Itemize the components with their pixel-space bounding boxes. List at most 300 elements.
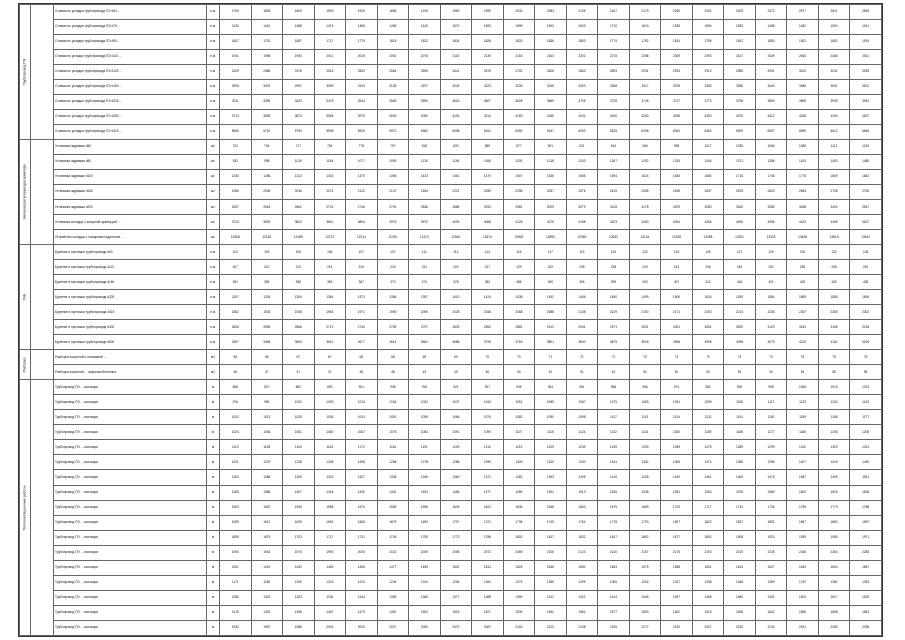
table-cell: 2863 — [566, 65, 598, 80]
table-cell: 1487 — [787, 470, 819, 485]
table-cell: 207 — [220, 260, 252, 275]
table-cell: 113 — [440, 245, 472, 260]
table-cell: 927 — [472, 380, 504, 395]
table-cell: 1215 — [314, 575, 346, 590]
table-cell: 1558 — [314, 500, 346, 515]
row-unit: м — [207, 455, 220, 470]
table-cell: 2028 — [440, 305, 472, 320]
table-cell: 3031 — [818, 65, 850, 80]
table-cell: 1513 — [472, 560, 504, 575]
table-cell: 859 — [472, 140, 504, 155]
table-cell: 2515 — [314, 65, 346, 80]
table-cell: 1289 — [724, 440, 756, 455]
table-cell: 1488 — [755, 20, 787, 35]
table-cell: 1457 — [661, 590, 693, 605]
table-cell: 2053 — [409, 620, 441, 635]
table-cell: 4424 — [787, 215, 819, 230]
table-cell: 2129 — [598, 305, 630, 320]
row-description: Стоимость укладки трубопровода ПЭ d90 ... — [54, 35, 207, 50]
table-cell: 2184 — [409, 185, 441, 200]
table-cell: 3975 — [346, 110, 378, 125]
table-cell: 229 — [503, 260, 535, 275]
table-cell: 12189 — [283, 230, 315, 245]
table-cell: 374 — [409, 275, 441, 290]
table-cell: 4240 — [598, 110, 630, 125]
table-cell: 2933 — [472, 200, 504, 215]
table-cell: 1822 — [692, 515, 724, 530]
row-unit: м — [207, 620, 220, 635]
table-row — [20, 455, 882, 470]
table-cell: 48 — [377, 365, 409, 380]
table-cell: 72 — [629, 350, 661, 365]
table-cell: 3824 — [283, 215, 315, 230]
table-cell: 2792 — [377, 200, 409, 215]
table-cell: 2971 — [598, 320, 630, 335]
table-cell: 4223 — [598, 215, 630, 230]
table-cell: 1681 — [850, 605, 882, 620]
table-cell: 2393 — [692, 50, 724, 65]
table-cell: 3745 — [629, 95, 661, 110]
row-description: Бурение и протяжка трубопровода d110 — [54, 260, 207, 275]
table-cell: 1396 — [377, 170, 409, 185]
table-cell: 1552 — [535, 605, 567, 620]
row-group-subcategory — [31, 350, 54, 380]
table-cell: 1286 — [220, 590, 252, 605]
table-cell: 4050 — [409, 110, 441, 125]
table-cell: 944 — [598, 140, 630, 155]
table-cell: 2171 — [661, 305, 693, 320]
table-cell: 2264 — [818, 545, 850, 560]
table-cell: 1971 — [850, 530, 882, 545]
row-unit: шт. — [207, 140, 220, 155]
table-cell: 13052 — [598, 230, 630, 245]
table-cell: 1563 — [692, 485, 724, 500]
table-cell: 1418 — [314, 485, 346, 500]
table-cell: 1201 — [220, 455, 252, 470]
table-cell: 1795 — [692, 35, 724, 50]
table-cell: 3840 — [566, 335, 598, 350]
table-cell: 1667 — [850, 560, 882, 575]
table-cell: 4406 — [692, 215, 724, 230]
table-cell: 1051 — [283, 425, 315, 440]
table-cell: 1145 — [440, 155, 472, 170]
table-cell: 1892 — [818, 35, 850, 50]
table-cell: 1501 — [440, 560, 472, 575]
table-cell: 1793 — [629, 515, 661, 530]
table-cell: 2912 — [535, 320, 567, 335]
table-cell: 1745 — [377, 530, 409, 545]
table-cell: 3763 — [503, 335, 535, 350]
table-cell: 1788 — [472, 530, 504, 545]
table-cell: 1622 — [472, 500, 504, 515]
table-cell: 1135 — [251, 440, 283, 455]
table-cell: 1442 — [283, 560, 315, 575]
table-cell: 815 — [409, 140, 441, 155]
table-cell: 1867 — [787, 515, 819, 530]
table-cell: 1349 — [409, 470, 441, 485]
table-cell: 1355 — [377, 590, 409, 605]
table-cell: 1731 — [346, 530, 378, 545]
table-cell: 2105 — [566, 5, 598, 20]
table-cell: 1575 — [629, 560, 661, 575]
table-row — [20, 485, 882, 500]
row-description: Трубопровод ПЭ ... изоляция — [54, 455, 207, 470]
table-cell: 2854 — [472, 320, 504, 335]
table-cell: 2103 — [503, 620, 535, 635]
table-cell: 1759 — [409, 530, 441, 545]
table-cell: 1524 — [692, 290, 724, 305]
row-unit: м — [207, 530, 220, 545]
table-cell: 1932 — [220, 620, 252, 635]
table-cell: 1410 — [440, 290, 472, 305]
table-cell: 1075 — [377, 425, 409, 440]
table-row — [20, 305, 882, 320]
table-cell: 3801 — [535, 335, 567, 350]
table-cell: 1295 — [566, 575, 598, 590]
table-cell: 3835 — [251, 110, 283, 125]
table-cell: 4158 — [566, 215, 598, 230]
table-cell: 53 — [692, 365, 724, 380]
table-cell: 2376 — [566, 185, 598, 200]
row-group-subcategory — [31, 380, 54, 636]
row-description: Стоимость укладки трубопровода ПЭ d315 ... — [54, 125, 207, 140]
row-unit: м — [207, 575, 220, 590]
table-cell: 5742 — [251, 125, 283, 140]
table-cell: 1077 — [346, 155, 378, 170]
table-cell: 5926 — [346, 125, 378, 140]
table-cell: 2618 — [251, 200, 283, 215]
table-cell: 908 — [377, 380, 409, 395]
table-cell: 1509 — [661, 290, 693, 305]
table-cell: 2552 — [346, 65, 378, 80]
table-cell: 2746 — [346, 200, 378, 215]
table-cell: 2004 — [314, 620, 346, 635]
table-cell: 915 — [409, 380, 441, 395]
table-cell: 1707 — [440, 515, 472, 530]
row-description: Бурение и протяжка трубопровода d63 — [54, 245, 207, 260]
table-cell: 1988 — [283, 620, 315, 635]
row-group-category-label: Запорная регулирующая арматура — [22, 164, 27, 220]
table-cell: 2235 — [755, 305, 787, 320]
table-cell: 882 — [283, 380, 315, 395]
table-cell: 966 — [629, 380, 661, 395]
table-cell: 1990 — [314, 545, 346, 560]
table-cell: 2207 — [692, 620, 724, 635]
table-cell: 1965 — [220, 185, 252, 200]
table-cell: 2020 — [346, 620, 378, 635]
table-cell: 2298 — [850, 620, 882, 635]
table-cell: 435 — [850, 275, 882, 290]
table-cell: 1745 — [755, 500, 787, 515]
table-cell: 1778 — [598, 515, 630, 530]
table-cell: 2172 — [629, 620, 661, 635]
table-cell: 1594 — [598, 170, 630, 185]
table-cell: 1599 — [503, 20, 535, 35]
table-cell: 1338 — [692, 575, 724, 590]
row-description: Трубопровод ПЭ ... изоляция — [54, 560, 207, 575]
table-cell: 2070 — [440, 620, 472, 635]
table-cell: 1527 — [472, 605, 504, 620]
table-cell: 1132 — [598, 425, 630, 440]
table-cell: 13104 — [629, 230, 661, 245]
table-cell: 1529 — [850, 590, 882, 605]
table-cell: 1205 — [283, 575, 315, 590]
table-cell: 1883 — [755, 35, 787, 50]
table-cell: 1344 — [692, 155, 724, 170]
table-cell: 3478 — [314, 95, 346, 110]
row-unit: п.м. — [207, 245, 220, 260]
table-cell: 1019 — [283, 155, 315, 170]
table-cell: 47 — [251, 365, 283, 380]
table-cell: 1802 — [503, 530, 535, 545]
table-cell: 1405 — [566, 470, 598, 485]
table-cell: 1015 — [818, 380, 850, 395]
table-cell: 76 — [850, 350, 882, 365]
table-cell: 2257 — [787, 305, 819, 320]
table-cell: 3501 — [818, 80, 850, 95]
table-cell: 1684 — [692, 170, 724, 185]
table-cell: 3378 — [661, 80, 693, 95]
table-cell: 1817 — [535, 530, 567, 545]
table-cell: 1602 — [535, 20, 567, 35]
table-cell: 2078 — [409, 50, 441, 65]
table-cell: 1807 — [661, 515, 693, 530]
table-cell: 3229 — [661, 200, 693, 215]
table-cell: 4537 — [850, 110, 882, 125]
table-cell: 1267 — [598, 155, 630, 170]
table-cell: 3383 — [692, 80, 724, 95]
table-cell: 2225 — [724, 620, 756, 635]
table-cell: 921 — [440, 380, 472, 395]
table-cell: 1495 — [629, 290, 661, 305]
table-cell: 1013 — [251, 410, 283, 425]
table-cell: 1463 — [724, 470, 756, 485]
table-cell: 1306 — [598, 575, 630, 590]
table-cell: 1398 — [755, 155, 787, 170]
table-row — [20, 155, 882, 170]
table-cell: 1099 — [377, 155, 409, 170]
table-cell: 1585 — [818, 290, 850, 305]
table-cell: 2011 — [314, 50, 346, 65]
table-cell: 1075 — [598, 395, 630, 410]
table-cell: 3031 — [661, 320, 693, 335]
table-cell: 1526 — [598, 485, 630, 500]
table-cell: 2496 — [661, 185, 693, 200]
table-cell: 1181 — [377, 440, 409, 455]
table-cell: 1955 — [818, 530, 850, 545]
row-unit: п.м. — [207, 95, 220, 110]
table-cell: 1264 — [472, 575, 504, 590]
table-cell: 1393 — [535, 470, 567, 485]
table-cell: 1600 — [850, 290, 882, 305]
row-unit: м — [207, 395, 220, 410]
table-cell: 974 — [661, 380, 693, 395]
table-cell: 370 — [377, 275, 409, 290]
table-cell: 421 — [755, 275, 787, 290]
table-cell: 1479 — [346, 605, 378, 620]
table-cell: 966 — [629, 140, 661, 155]
table-cell: 2750 — [850, 185, 882, 200]
table-cell: 2009 — [409, 305, 441, 320]
table-cell: 1371 — [724, 155, 756, 170]
table-cell: 216 — [346, 260, 378, 275]
row-unit: м — [207, 485, 220, 500]
row-description: Установка задвижки d200 — [54, 200, 207, 215]
row-unit: м — [207, 425, 220, 440]
row-unit: п.м. — [207, 5, 220, 20]
table-cell: 1590 — [629, 605, 661, 620]
table-row — [20, 50, 882, 65]
table-cell: 12893 — [535, 230, 567, 245]
table-cell: 70 — [503, 350, 535, 365]
row-description: Стоимость укладки трубопровода ПЭ d110 ... — [54, 50, 207, 65]
table-cell: 6250 — [503, 125, 535, 140]
table-cell: 2022 — [377, 545, 409, 560]
table-cell: 2221 — [440, 185, 472, 200]
table-cell: 1239 — [566, 440, 598, 455]
table-cell: 778 — [346, 140, 378, 155]
table-row — [20, 110, 882, 125]
table-row — [20, 620, 882, 635]
table-cell: 1331 — [850, 440, 882, 455]
table-cell: 2147 — [377, 185, 409, 200]
table-cell: 114 — [472, 245, 504, 260]
table-cell: 1832 — [566, 530, 598, 545]
table-cell: 351 — [220, 275, 252, 290]
table-cell: 1612 — [251, 515, 283, 530]
table-cell: 3894 — [346, 215, 378, 230]
table-cell: 1569 — [787, 290, 819, 305]
table-cell: 74 — [755, 350, 787, 365]
row-group-subcategory — [31, 245, 54, 350]
table-cell: 4068 — [472, 215, 504, 230]
table-cell: 1847 — [598, 530, 630, 545]
table-cell: 13333 — [755, 230, 787, 245]
table-cell: 252 — [755, 260, 787, 275]
table-row — [20, 65, 882, 80]
table-cell: 1679 — [377, 515, 409, 530]
row-unit: м — [207, 440, 220, 455]
table-cell: 1286 — [251, 470, 283, 485]
table-cell: 1453 — [314, 560, 346, 575]
table-cell: 1648 — [535, 500, 567, 515]
table-cell: 3197 — [409, 80, 441, 95]
table-cell: 69 — [440, 350, 472, 365]
table-cell: 1675 — [598, 500, 630, 515]
row-description: Разборка покрытий и оснований ... — [54, 350, 207, 365]
table-cell: 1513 — [566, 485, 598, 500]
table-cell: 3879 — [598, 335, 630, 350]
table-cell: 1107 — [598, 410, 630, 425]
table-cell: 1319 — [661, 155, 693, 170]
table-cell: 235 — [566, 260, 598, 275]
table-cell: 2893 — [598, 65, 630, 80]
table-cell: 1507 — [503, 170, 535, 185]
table-cell: 6529 — [724, 125, 756, 140]
table-cell: 367 — [346, 275, 378, 290]
table-cell: 4175 — [535, 215, 567, 230]
row-description: Трубопровод ПЭ ... изоляция — [54, 380, 207, 395]
table-cell: 1373 — [346, 290, 378, 305]
table-cell: 2476 — [283, 65, 315, 80]
table-cell: 1384 — [377, 290, 409, 305]
table-cell: 1044 — [314, 155, 346, 170]
table-cell: 66 — [251, 350, 283, 365]
table-row — [20, 170, 882, 185]
table-cell: 4162 — [818, 335, 850, 350]
row-unit: шт. — [207, 170, 220, 185]
table-cell: 55 — [850, 365, 882, 380]
table-cell: 1099 — [472, 425, 504, 440]
table-cell: 1278 — [409, 455, 441, 470]
table-cell: 2243 — [755, 620, 787, 635]
table-cell: 119 — [566, 245, 598, 260]
table-cell: 3002 — [251, 80, 283, 95]
table-cell: 1407 — [787, 455, 819, 470]
table-cell: 1479 — [472, 170, 504, 185]
row-unit: п.м. — [207, 335, 220, 350]
table-cell: 1177 — [850, 410, 882, 425]
table-cell: 1746 — [755, 170, 787, 185]
table-cell: 2074 — [314, 185, 346, 200]
table-cell: 3396 — [724, 80, 756, 95]
table-cell: 3688 — [440, 335, 472, 350]
table-cell: 46 — [220, 365, 252, 380]
table-cell: 1702 — [251, 35, 283, 50]
table-cell: 70 — [472, 350, 504, 365]
row-unit: п.м. — [207, 110, 220, 125]
table-cell: 3859 — [755, 95, 787, 110]
table-cell: 2662 — [283, 200, 315, 215]
row-group-category-label: Теплоизоляционные работы — [22, 485, 27, 531]
row-description: Трубопровод ПЭ ... изоляция — [54, 530, 207, 545]
table-cell: 3253 — [566, 80, 598, 95]
table-cell: 1480 — [724, 590, 756, 605]
table-cell: 2331 — [692, 5, 724, 20]
table-cell: 1067 — [566, 395, 598, 410]
table-cell: 1371 — [472, 470, 504, 485]
table-cell: 1163 — [314, 440, 346, 455]
table-row — [20, 545, 882, 560]
table-row — [20, 530, 882, 545]
table-cell: 1132 — [692, 410, 724, 425]
table-cell: 1938 — [283, 305, 315, 320]
table-cell: 4120 — [787, 335, 819, 350]
table-cell: 6612 — [818, 125, 850, 140]
row-unit: шт. — [207, 215, 220, 230]
table-cell: 3796 — [724, 95, 756, 110]
table-cell: 1006 — [787, 380, 819, 395]
table-cell: 3492 — [818, 200, 850, 215]
table-cell: 1488 — [283, 20, 315, 35]
table-cell: 1533 — [724, 20, 756, 35]
table-cell: 221 — [409, 260, 441, 275]
table-cell: 1159 — [692, 425, 724, 440]
table-cell: 2228 — [755, 545, 787, 560]
row-unit: шт. — [207, 155, 220, 170]
table-cell: 1693 — [409, 515, 441, 530]
table-cell: 1419 — [251, 560, 283, 575]
table-cell: 5906 — [314, 125, 346, 140]
row-unit: м — [207, 560, 220, 575]
table-row — [20, 80, 882, 95]
table-cell: 1200 — [440, 440, 472, 455]
table-row — [20, 95, 882, 110]
table-cell: 13518 — [818, 230, 850, 245]
table-cell: 382 — [472, 275, 504, 290]
table-row — [20, 560, 882, 575]
row-description: Установка задвижки d100 — [54, 170, 207, 185]
